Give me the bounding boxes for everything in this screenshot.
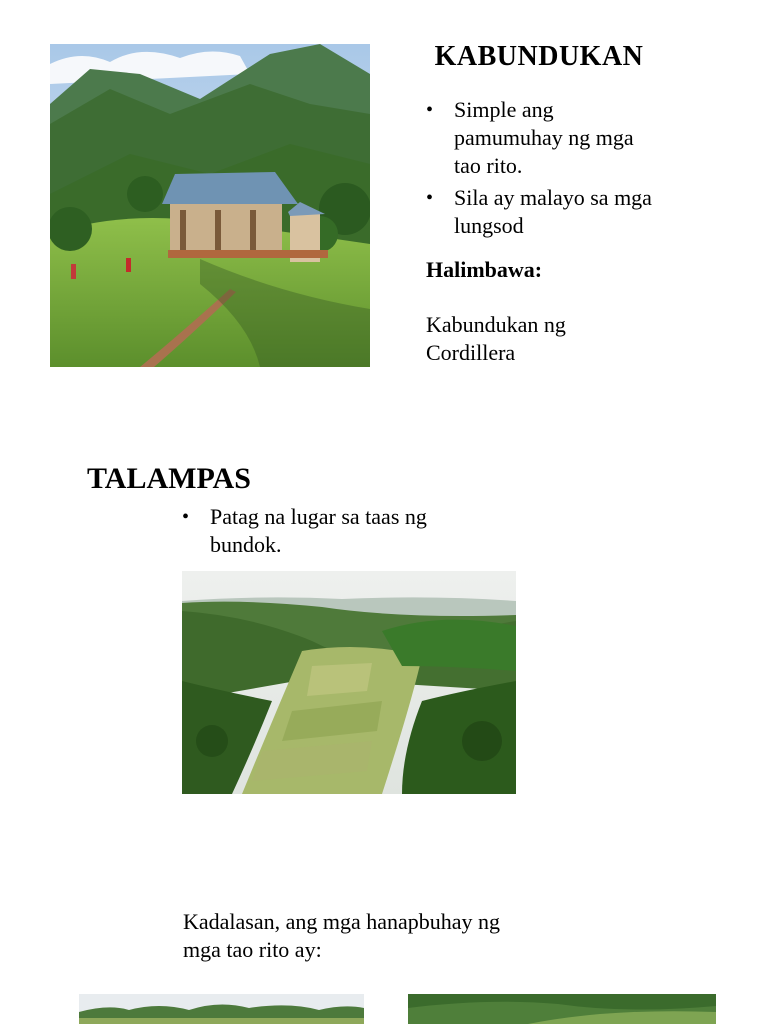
kabundukan-title: KABUNDUKAN: [434, 41, 644, 72]
mountain-hut-photo: [50, 44, 370, 367]
lowland-field-photo: [79, 994, 364, 1024]
talampas-bullet-list: [180, 503, 500, 559]
plateau-valley-photo: [182, 571, 516, 794]
example-value: Kabundukan ng Cordillera: [426, 312, 566, 365]
talampas-title: TALAMPAS: [87, 462, 251, 495]
example-label: Halimbawa:: [426, 257, 543, 282]
bullet-item: • Patag na lugar sa taas ng bundok.: [180, 503, 500, 559]
hillside-photo: [408, 994, 716, 1024]
kabundukan-bullet-list: [424, 96, 664, 240]
bullet-item: • Simple ang pamumuhay ng mga tao rito.: [424, 96, 664, 180]
livelihood-intro-text: Kadalasan, ang mga hanapbuhay ng mga tao rito ay:: [183, 909, 501, 962]
bullet-item: • Sila ay malayo sa mga lungsod: [424, 184, 664, 240]
